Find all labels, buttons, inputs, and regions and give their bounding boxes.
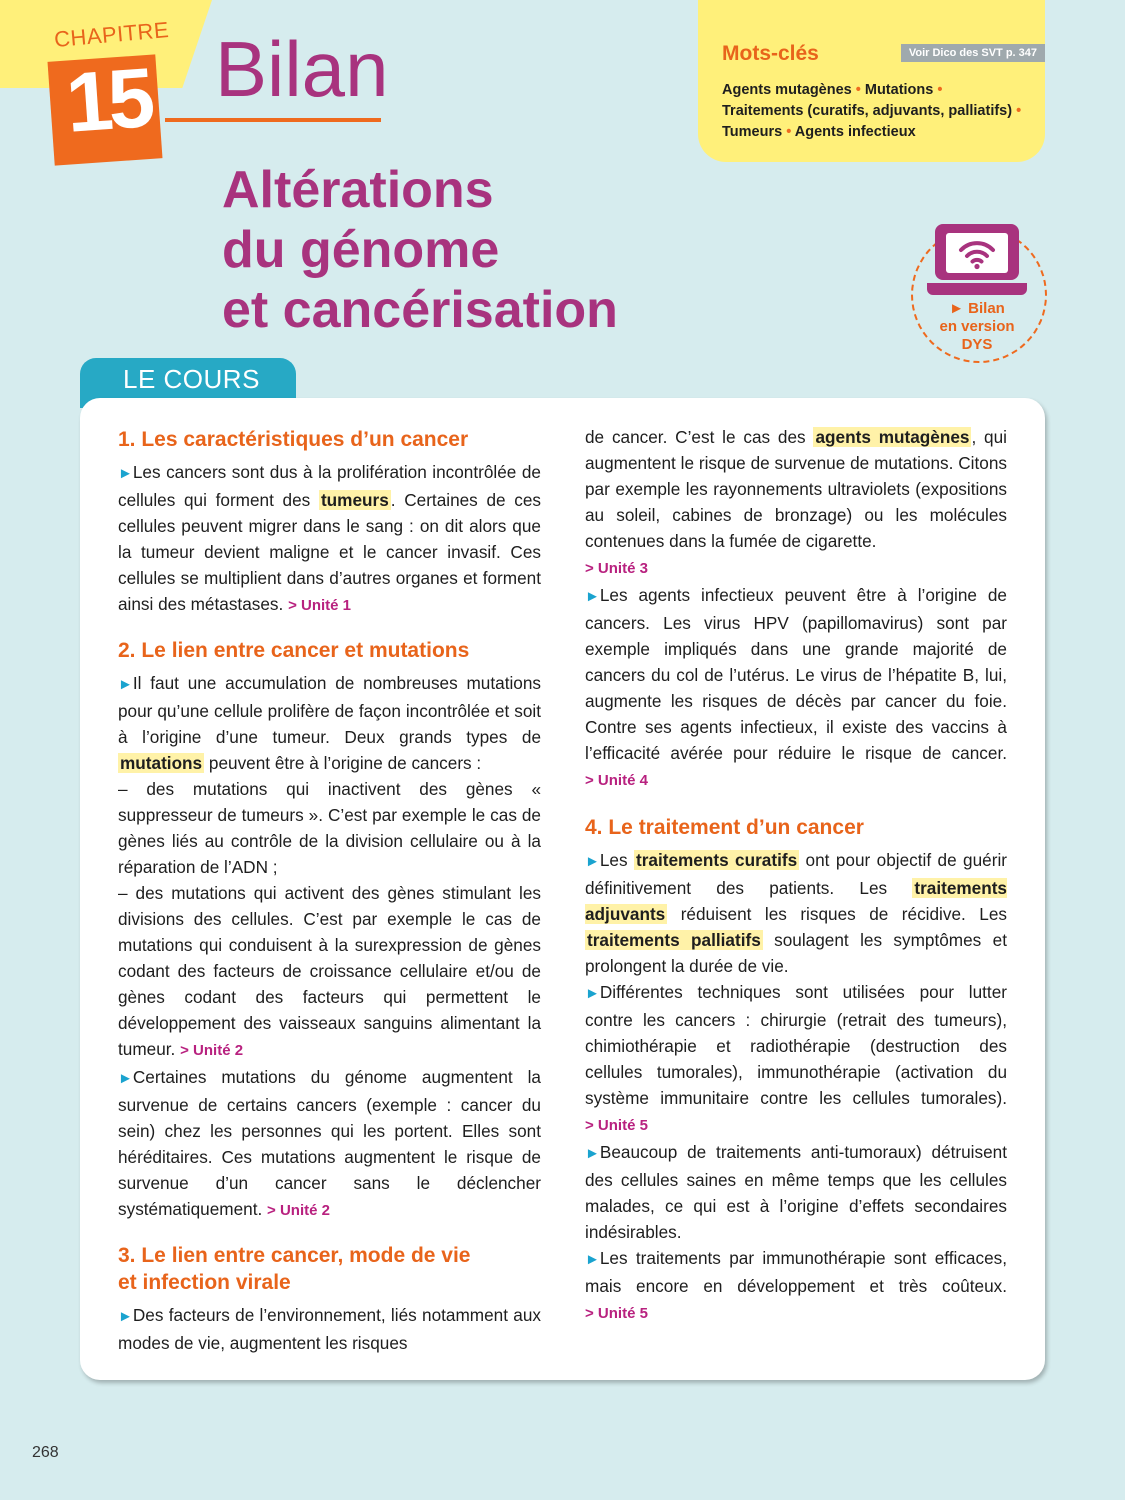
- page-title-line3: et cancérisation: [222, 281, 618, 339]
- keywords-list: [722, 80, 1027, 143]
- bilan-underline: [165, 118, 381, 122]
- unit-ref-link[interactable]: > Unité 4: [585, 772, 648, 789]
- bullet-dot-icon: •: [855, 82, 861, 98]
- section-2-dash-1: – des mutations qui inactivent des gènes « suppresseur de tumeurs ». C’est par exemple le cas de gènes liés au contrôle de la division cellulaire ou à la réparation de l’ADN ;: [118, 779, 541, 877]
- laptop-base-icon: [927, 283, 1027, 295]
- page-number: 268: [32, 1444, 59, 1461]
- section-4-title: 4. Le traitement d’un cancer: [585, 816, 864, 839]
- section-4-paragraph-4: ►Les traitements par immunothérapie sont efficaces, mais encore en développement et très coûteux. > Unité 5: [585, 1248, 1007, 1322]
- keywords-dictionary-ref[interactable]: Voir Dico des SVT p. 347: [901, 44, 1045, 62]
- unit-ref-link[interactable]: > Unité 5: [585, 1117, 648, 1134]
- keywords-title: Mots-clés: [722, 42, 819, 65]
- triangle-bullet-icon: ►: [118, 465, 133, 482]
- chapter-number: 15: [63, 50, 153, 150]
- section-3-paragraph-continued: de cancer. C’est le cas des agents mutagènes , qui augmentent le risque de survenue de mutations. Citons par exemple les rayonnements ultraviolets (expositions au soleil, cabines de bronzage) ou les molécules contenues dans la fumée de cigarette. > Unité 3: [585, 427, 1007, 577]
- triangle-bullet-icon: ►: [585, 853, 600, 870]
- keyword-item: Mutations: [864, 82, 934, 98]
- section-2-paragraph: ►Il faut une accumulation de nombreuses mutations pour qu’une cellule prolifère de façon incontrôlée et soit à l’origine d’une tumeur. Deux grands types de mutations peuvent être à l’origine de cancers :: [118, 673, 541, 773]
- unit-ref-link[interactable]: > Unité 2: [180, 1042, 244, 1059]
- bullet-dot-icon: •: [937, 82, 943, 98]
- triangle-bullet-icon: ►: [118, 1070, 133, 1087]
- unit-ref-link[interactable]: > Unité 1: [288, 597, 351, 614]
- triangle-bullet-icon: ►: [585, 1145, 600, 1162]
- triangle-bullet-icon: ►: [585, 985, 600, 1002]
- section-4-paragraph-2: ►Différentes techniques sont utilisées pour lutter contre les cancers : chirurgie (retrait des tumeurs), chimiothérapie et radiothérapie (destruction des cellules tumorales), immunothérapie (activation du système immunitaire contre les cellules tumorales). > Unité 5: [585, 982, 1007, 1134]
- dys-label[interactable]: [911, 300, 1043, 354]
- page-title: [222, 160, 618, 340]
- section-3-paragraph-start: ►Des facteurs de l’environnement, liés notamment aux modes de vie, augmentent les risques: [118, 1305, 541, 1353]
- keyword-highlight: traitements adjuvants: [585, 878, 1007, 924]
- cours-tab-label: LE COURS: [123, 364, 260, 394]
- section-2-title: 2. Le lien entre cancer et mutations: [118, 639, 470, 662]
- triangle-bullet-icon: ►: [585, 588, 600, 605]
- bullet-dot-icon: •: [1016, 103, 1022, 119]
- keyword-highlight: mutations: [120, 753, 203, 773]
- bilan-title: Bilan: [215, 25, 389, 113]
- section-2-dash-2: – des mutations qui activent des gènes stimulant les divisions des cellules. C’est par exemple le cas de mutations qui conduisent à la surexpression de gènes codant des facteurs de croissance cellulaire et/ou de gènes codant des facteurs qui permettent le développement des vaisseaux sanguins alimentant la tumeur. > Unité 2: [118, 883, 541, 1059]
- dys-label-line2: en version: [939, 318, 1015, 335]
- keyword-item: Traitements (curatifs, adjuvants, palliatifs): [722, 103, 1013, 119]
- keyword-item: Tumeurs: [722, 124, 783, 140]
- chapter-label: CHAPITRE: [53, 17, 171, 52]
- section-4-paragraph-1: ►Les traitements curatifs ont pour objectif de guérir définitivement des patients. Les traitements adjuvants réduisent les risques de récidive. Les traitements palliatifs soulagent les symptômes et prolongent la durée de vie.: [585, 850, 1007, 976]
- keyword-highlight: agents mutagènes: [815, 427, 970, 447]
- wifi-icon: [958, 236, 996, 270]
- unit-ref-link[interactable]: > Unité 5: [585, 1305, 648, 1322]
- section-3-title: 3. Le lien entre cancer, mode de vie et infection virale: [118, 1244, 471, 1294]
- left-column: [118, 426, 541, 1356]
- page-title-line1: Altérations: [222, 161, 494, 219]
- keyword-highlight: tumeurs: [320, 490, 389, 510]
- triangle-bullet-icon: ►: [118, 676, 133, 693]
- section-1-title: 1. Les caractéristiques d’un cancer: [118, 428, 469, 451]
- keywords-box: [698, 0, 1045, 162]
- keyword-highlight: traitements curatifs: [635, 850, 798, 870]
- keyword-highlight: traitements palliatifs: [587, 930, 761, 950]
- triangle-bullet-icon: ►: [585, 1251, 600, 1268]
- bullet-dot-icon: •: [786, 124, 792, 140]
- dys-label-line1: ► Bilan: [949, 300, 1005, 317]
- section-1-paragraph: ►Les cancers sont dus à la prolifération incontrôlée de cellules qui forment des tumeurs . Certaines de ces cellules peuvent migrer dans le sang : on dit alors que la tumeur devient maligne et le cancer invasif. Ces cellules se multiplient dans d’autres organes et forment ainsi des métastases. > Unité 1: [118, 462, 541, 614]
- unit-ref-link[interactable]: > Unité 3: [585, 560, 648, 577]
- keyword-item: Agents mutagènes: [722, 82, 852, 98]
- triangle-bullet-icon: ►: [118, 1308, 133, 1325]
- unit-ref-link[interactable]: > Unité 2: [267, 1202, 330, 1219]
- section-3-paragraph-2: ►Les agents infectieux peuvent être à l’origine de cancers. Les virus HPV (papillomavirus) sont par exemple impliqués dans une grande majorité de cancers du col de l’utérus. Le virus de l’hépatite B, lui, augmente les risques de décès par cancer du foie. Contre ses agents infectieux, il existe des vaccins à l’efficacité avérée pour réduire le risque de cancer. > Unité 4: [585, 585, 1007, 789]
- right-column: [585, 424, 1007, 1327]
- dys-label-line3: DYS: [961, 336, 993, 353]
- section-2-paragraph-2: ►Certaines mutations du génome augmentent la survenue de certains cancers (exemple : cancer du sein) chez les personnes qui les portent. Elles sont héréditaires. Ces mutations augmentent le risque de survenue d’un cancer sans le déclencher systématiquement. > Unité 2: [118, 1067, 541, 1219]
- keyword-item: Agents infectieux: [794, 124, 916, 140]
- section-4-paragraph-3: ►Beaucoup de traitements anti-tumoraux) détruisent des cellules saines en même temps que les cellules malades, ce qui est à l’origine d’effets secondaires indésirables.: [585, 1142, 1007, 1242]
- page-title-line2: du génome: [222, 221, 500, 279]
